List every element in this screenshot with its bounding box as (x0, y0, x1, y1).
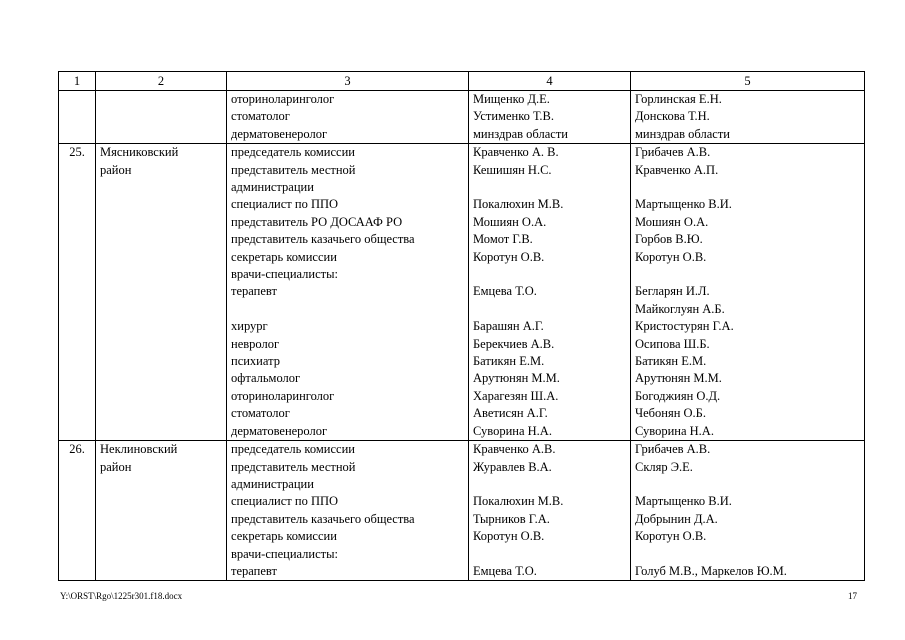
members-cell (469, 144, 631, 441)
reserves-line: Чебонян О.Б. (635, 406, 706, 421)
reserves-line: Голуб М.В., Маркелов Ю.М. (635, 563, 787, 578)
district-line: район (100, 459, 132, 474)
header-cell-1: 1 (59, 72, 96, 91)
roles-line: хирург (231, 319, 268, 334)
reserves-line: Коротун О.В. (635, 249, 707, 264)
page-number: 17 (848, 591, 857, 601)
roles-line: секретарь комиссии (231, 249, 337, 264)
reserves-line: Бегларян И.Л. (635, 284, 710, 299)
reserves-cell (631, 144, 865, 441)
reserves-cell (631, 91, 865, 144)
reserves-line: Мартыщенко В.И. (635, 197, 732, 212)
reserves-line: Суворина Н.А. (635, 423, 714, 438)
reserves-line (635, 266, 860, 283)
reserves-line: Мошиян О.А. (635, 214, 709, 229)
district-cell (96, 91, 227, 144)
members-cell (469, 441, 631, 581)
reserves-line: Скляр Э.Е. (635, 459, 693, 474)
header-row (59, 72, 865, 91)
members-line: Емцева Т.О. (473, 284, 537, 299)
members-line: Мошиян О.А. (473, 214, 547, 229)
members-line: Коротун О.В. (473, 249, 545, 264)
members-line (473, 301, 626, 318)
roles-line: секретарь комиссии (231, 529, 337, 544)
members-line: Устименко Т.В. (473, 109, 554, 124)
members-line: Кравченко А. В. (473, 145, 559, 160)
roles-line: врачи-специалисты: (231, 267, 338, 282)
members-line: Берекчиев А.В. (473, 336, 555, 351)
reserves-line: Богоджиян О.Д. (635, 388, 721, 403)
members-line: Кешишян Н.С. (473, 162, 552, 177)
row-number-cell (59, 91, 96, 144)
reserves-line: Горбов В.Ю. (635, 232, 703, 247)
members-line: Аветисян А.Г. (473, 406, 548, 421)
reserves-line (635, 546, 860, 563)
members-line: Коротун О.В. (473, 529, 545, 544)
header-cell-5: 5 (631, 72, 865, 91)
commission-table (58, 71, 865, 581)
roles-line: оториноларинголог (231, 388, 335, 403)
roles-line: дерматовенеролог (231, 423, 328, 438)
roles-cell (227, 91, 469, 144)
members-line: Тырников Г.А. (473, 511, 550, 526)
roles-line: стоматолог (231, 406, 290, 421)
reserves-line: Майкоглуян А.Б. (635, 301, 725, 316)
roles-line: представитель казачьего общества (231, 511, 415, 526)
district-cell (96, 441, 227, 581)
roles-line: представитель РО ДОСААФ РО (231, 214, 403, 229)
reserves-line: Добрынин Д.А. (635, 511, 718, 526)
roles-line: представитель местной (231, 459, 356, 474)
table-row (59, 144, 865, 441)
district-line: Неклиновский (100, 442, 178, 457)
table-row (59, 91, 865, 144)
roles-line: терапевт (231, 284, 277, 299)
row-number-cell: 25. (59, 144, 96, 441)
members-line (473, 179, 626, 196)
roles-line: председатель комиссии (231, 442, 355, 457)
reserves-line: Грибачев А.В. (635, 145, 711, 160)
roles-line: стоматолог (231, 109, 290, 124)
roles-line: невролог (231, 336, 280, 351)
members-line: Суворина Н.А. (473, 423, 552, 438)
reserves-line: минздрав области (635, 126, 730, 141)
members-line: Покалюхин М.В. (473, 494, 564, 509)
members-cell (469, 91, 631, 144)
district-line: район (100, 162, 132, 177)
roles-cell (227, 144, 469, 441)
roles-line: председатель комиссии (231, 145, 355, 160)
members-line: минздрав области (473, 126, 568, 141)
reserves-line (635, 476, 860, 493)
reserves-line (635, 179, 860, 196)
header-cell-3: 3 (227, 72, 469, 91)
members-line: Момот Г.В. (473, 232, 533, 247)
members-line: Кравченко А.В. (473, 442, 556, 457)
roles-line: терапевт (231, 563, 277, 578)
members-line: Батикян Е.М. (473, 354, 545, 369)
reserves-line: Батикян Е.М. (635, 354, 707, 369)
roles-cell (227, 441, 469, 581)
reserves-line: Арутюнян М.М. (635, 371, 722, 386)
members-line (473, 546, 626, 563)
members-line: Покалюхин М.В. (473, 197, 564, 212)
members-line (473, 266, 626, 283)
members-line: Барашян А.Г. (473, 319, 544, 334)
table-body (59, 91, 865, 581)
reserves-line: Осипова Ш.Б. (635, 336, 710, 351)
reserves-cell (631, 441, 865, 581)
members-line: Харагезян Ш.А. (473, 388, 559, 403)
header-cell-2: 2 (96, 72, 227, 91)
district-line: Мясниковский (100, 145, 179, 160)
roles-line: специалист по ППО (231, 494, 339, 509)
members-line: Арутюнян М.М. (473, 371, 560, 386)
footer-file-path: Y:\ORST\Rgo\1225r301.f18.docx (60, 591, 183, 601)
roles-line: администрации (231, 476, 314, 491)
members-line (473, 476, 626, 493)
members-line: Емцева Т.О. (473, 563, 537, 578)
reserves-line: Мартыщенко В.И. (635, 494, 732, 509)
district-cell (96, 144, 227, 441)
roles-line: оториноларинголог (231, 92, 335, 106)
roles-line: офтальмолог (231, 371, 301, 386)
members-line: Мищенко Д.Е. (473, 92, 550, 106)
reserves-line: Горлинская Е.Н. (635, 92, 722, 106)
reserves-line: Коротун О.В. (635, 529, 707, 544)
roles-line: представитель местной (231, 162, 356, 177)
reserves-line: Донскова Т.Н. (635, 109, 710, 124)
row-number-cell: 26. (59, 441, 96, 581)
roles-line: представитель казачьего общества (231, 232, 415, 247)
reserves-line: Грибачев А.В. (635, 442, 711, 457)
members-line: Журавлев В.А. (473, 459, 552, 474)
roles-line: дерматовенеролог (231, 126, 328, 141)
reserves-line: Кристостурян Г.А. (635, 319, 734, 334)
header-cell-4: 4 (469, 72, 631, 91)
roles-line: психиатр (231, 354, 280, 369)
roles-line: врачи-специалисты: (231, 546, 338, 561)
roles-line (231, 301, 464, 318)
reserves-line: Кравченко А.П. (635, 162, 719, 177)
roles-line: специалист по ППО (231, 197, 339, 212)
roles-line: администрации (231, 180, 314, 195)
table-row (59, 441, 865, 581)
